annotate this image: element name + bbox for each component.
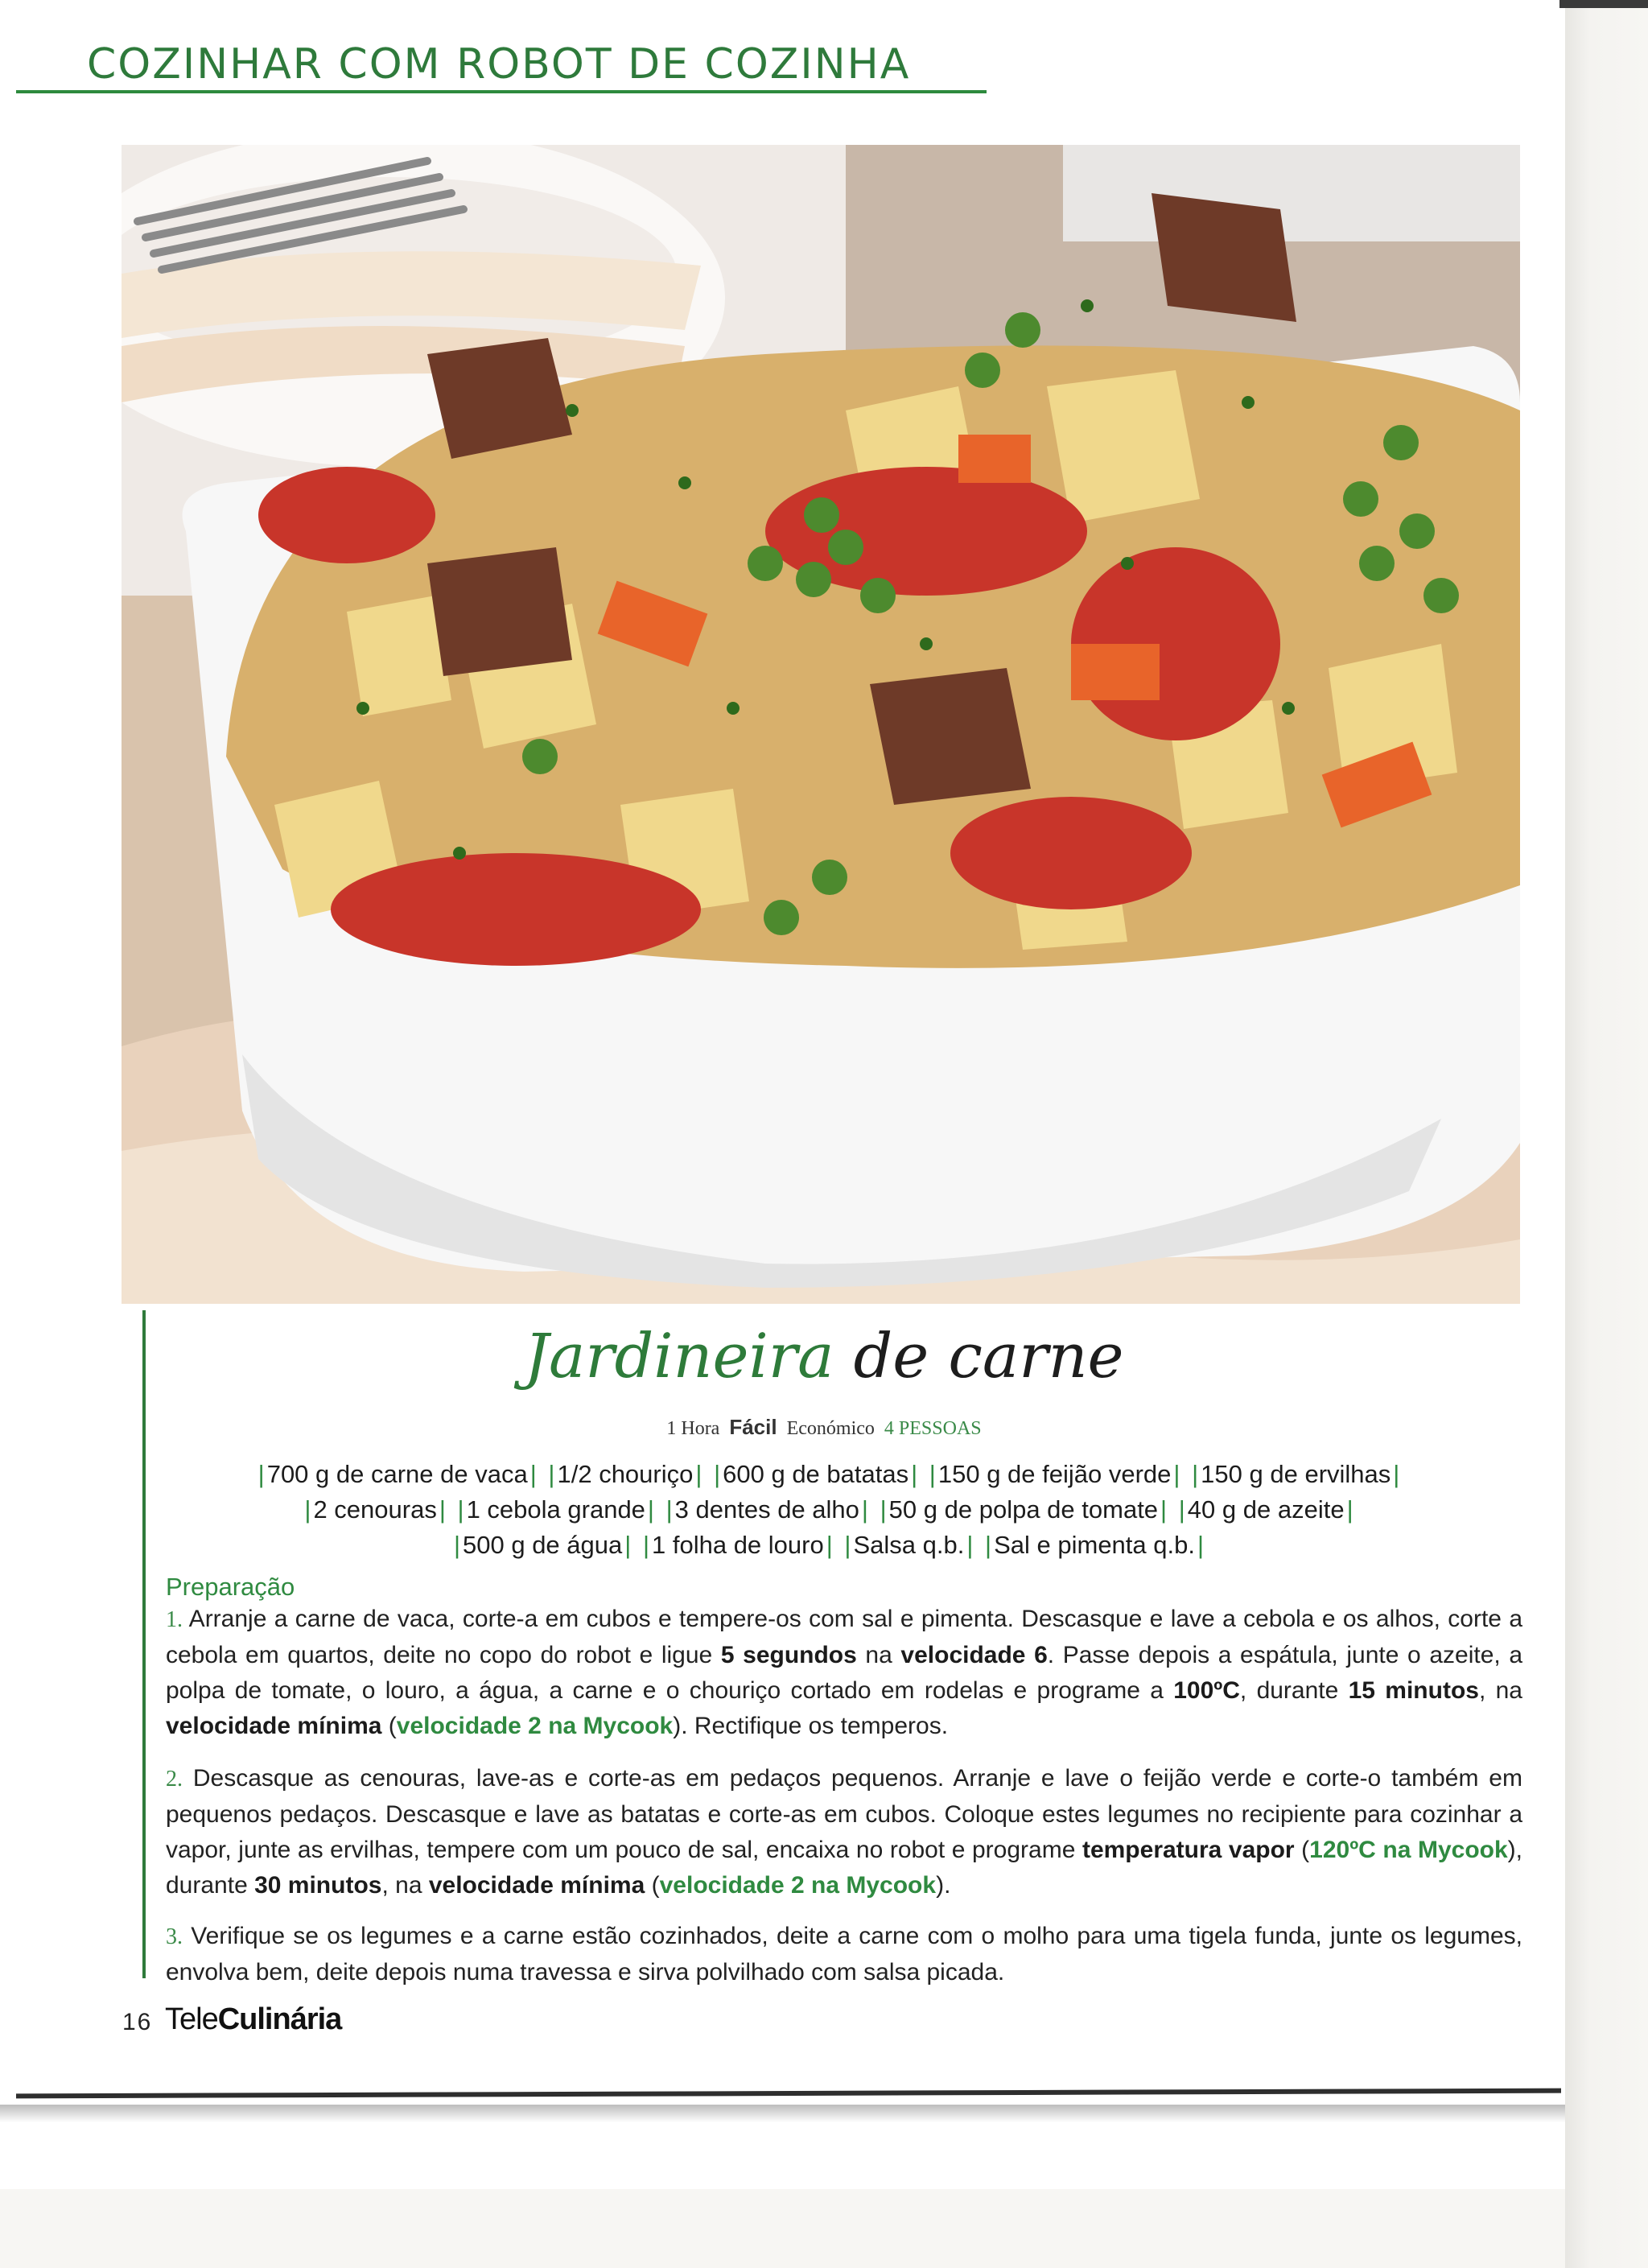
ingredient-item: |50 g de polpa de tomate| [880, 1495, 1168, 1524]
ingredient-item: |40 g de azeite| [1178, 1495, 1353, 1524]
scan-edge-mark [1559, 0, 1648, 8]
step-number: 2. [166, 1767, 183, 1792]
page-number: 16 [122, 2009, 153, 2035]
ingredient-item: |1 folha de louro| [642, 1531, 833, 1559]
ingredient-item: |600 g de batatas| [714, 1460, 918, 1488]
meta-servings: 4 PESSOAS [884, 1418, 982, 1439]
magazine-brand: TeleCulinária [165, 2002, 342, 2036]
section-underline [16, 90, 987, 93]
recipe-title [0, 1320, 1648, 1392]
meta-difficulty: Fácil [729, 1415, 777, 1439]
ingredient-item: |1 cebola grande| [457, 1495, 654, 1524]
ingredients-line [161, 1528, 1497, 1563]
ingredient-item: |1/2 chouriço| [548, 1460, 702, 1488]
preparation-step: 2. Descasque as cenouras, lave-as e corte-as em pedaços pequenos. Arranje e lave o feijão verde e corte-o também em pequenos pedaços. Descasque e lave as batatas e corte-as em cubos. Coloque estes legumes no recipiente para cozinhar a vapor, junte as ervilhas, tempere com um pouco de sal, encaixa no robot e programe temperatura vapor (120ºC na Mycook), durante 30 minutos, na velocidade mínima (velocidade 2 na Mycook). [166, 1765, 1522, 1899]
section-header: COZINHAR COM ROBOT DE COZINHA [87, 40, 911, 89]
ingredient-item: |700 g de carne de vaca| [258, 1460, 537, 1488]
ingredients-line [161, 1457, 1497, 1492]
step-number: 1. [166, 1607, 183, 1632]
ingredient-item: |3 dentes de alho| [665, 1495, 868, 1524]
recipe-meta [0, 1415, 1648, 1440]
ingredients-line [161, 1492, 1497, 1528]
step-number: 3. [166, 1924, 183, 1949]
meta-cost: Económico [786, 1418, 875, 1439]
ingredient-item: |150 g de feijão verde| [929, 1460, 1180, 1488]
preparation-heading: Preparação [166, 1573, 295, 1601]
ingredients-list [161, 1457, 1497, 1563]
bottom-shadow [0, 2105, 1565, 2122]
ingredient-item: |Salsa q.b.| [844, 1531, 974, 1559]
recipe-title-main: Jardineira [524, 1320, 834, 1392]
page-edge-shadow [1565, 0, 1648, 2268]
recipe-title-rest: de carne [834, 1320, 1124, 1392]
ingredient-item: |150 g de ervilhas| [1192, 1460, 1400, 1488]
side-accent-rule [142, 1310, 146, 1978]
preparation-step: 3. Verifique se os legumes e a carne estão cozinhados, deite a carne com o molho para uma tigela funda, junte os legumes, envolva bem, deite depois numa travessa e sirva polvilhado com salsa picada. [166, 1923, 1522, 1986]
preparation-step: 1. Arranje a carne de vaca, corte-a em cubos e tempere-os com sal e pimenta. Descasque e lave a cebola e os alhos, corte a cebola em quartos, deite no copo do robot e ligue 5 segundos na velocidade 6. Passe depois a espátula, junte o azeite, a polpa de tomate, o louro, a água, a carne e o chouriço cortado em rodelas e programe a 100ºC, durante 15 minutos, na velocidade mínima (velocidade 2 na Mycook). Rectifique os temperos. [166, 1606, 1523, 1739]
ingredient-item: |2 cenouras| [304, 1495, 446, 1524]
recipe-photo [122, 145, 1520, 1304]
ingredient-item: |500 g de água| [453, 1531, 632, 1559]
ingredient-item: |Sal e pimenta q.b.| [985, 1531, 1205, 1559]
meta-time: 1 Hora [666, 1418, 720, 1439]
